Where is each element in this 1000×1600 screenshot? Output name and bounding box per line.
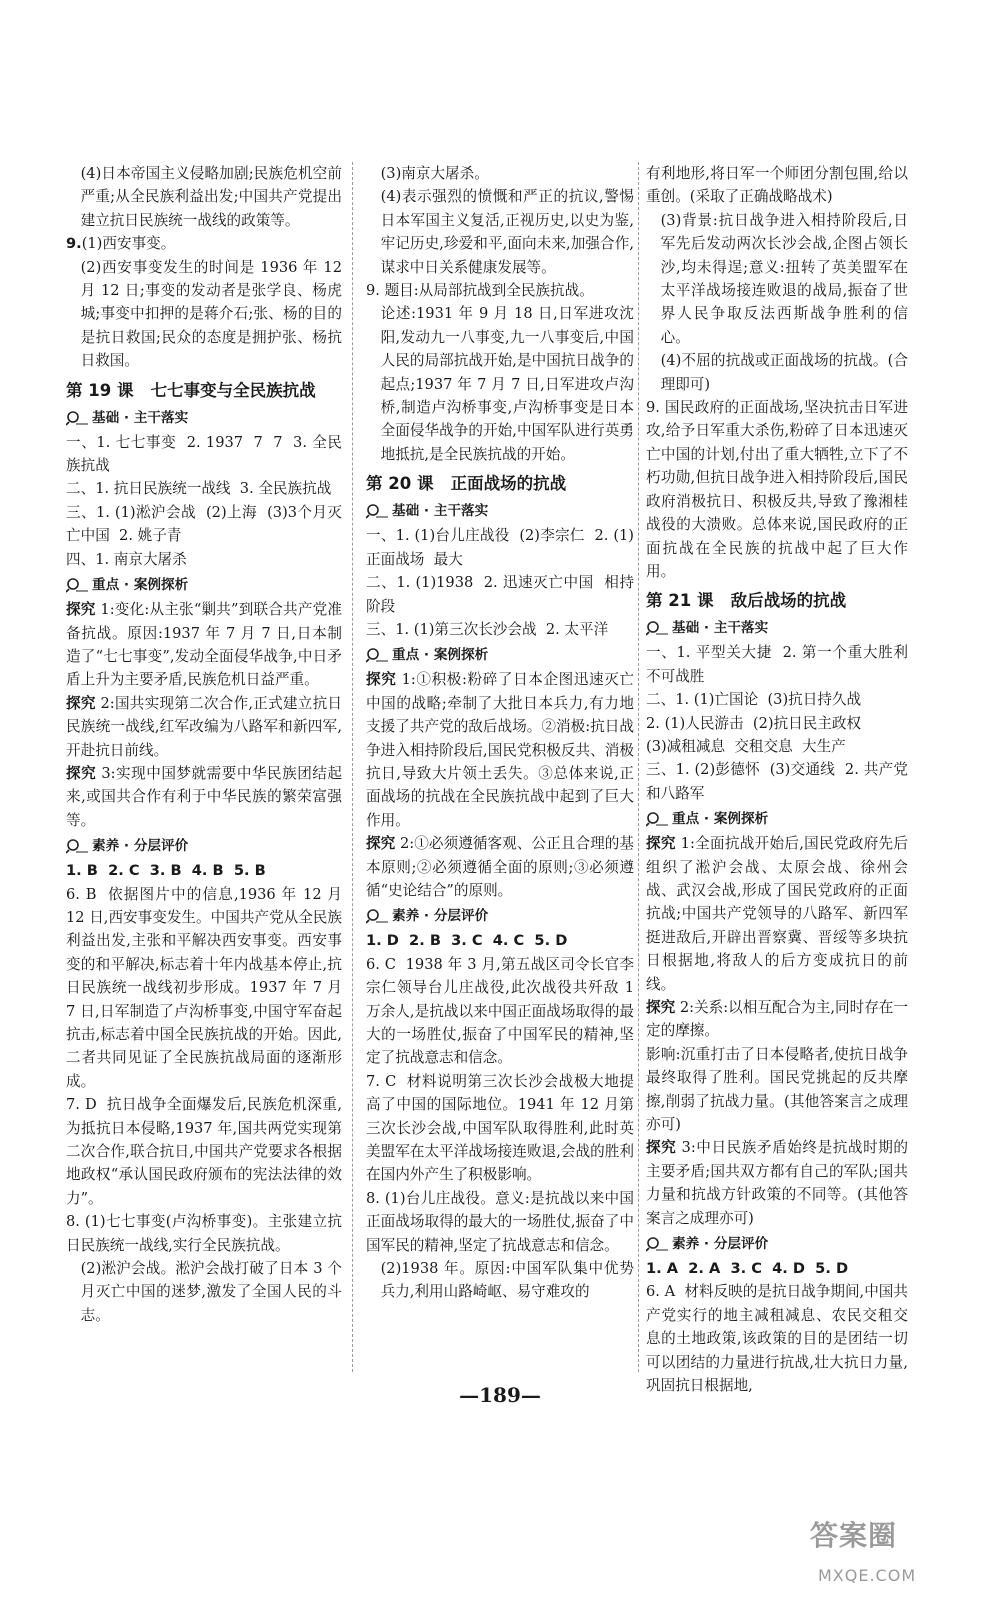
answer-paragraph: 影响:沉重打击了日本侵略者,使抗日战争最终取得了胜利。国民党挑起的反共摩擦,削弱了抗战力量。(其他答案言之成理亦可) (646, 1045, 908, 1134)
answer-line: 一、1. 七七事变 2. 1937 7 7 3. 全民族抗战 (66, 433, 342, 475)
magnifier-icon (646, 1236, 668, 1252)
answer-line: 二、1. (1)1938 2. 迅速灭亡中国 相持阶段 (366, 574, 634, 615)
section-title: 重点 · 案例探析 (392, 647, 489, 664)
magnifier-icon (66, 838, 88, 854)
answer-column-1 (66, 162, 347, 1327)
section-header (66, 407, 342, 429)
watermark-logo-text: 答案圈 (810, 1519, 898, 1552)
watermark-logo-url: MXQE.COM (818, 1566, 917, 1585)
explore-text: 3:实现中国梦就需要中华民族团结起来,或国共合作有利于中华民族的繁荣富强等。 (66, 764, 342, 829)
column-divider (352, 162, 353, 1372)
section-header (366, 644, 634, 666)
explore-label: 探究 (646, 1139, 677, 1157)
magnifier-icon (366, 908, 388, 924)
section-header (366, 905, 634, 927)
answer-paragraph: (3)南京大屠杀。 (380, 165, 489, 182)
answer-paragraph: (2)西安事变发生的时间是 1936 年 12 月 12 日;事变的发动者是张学良、杨虎城;事变中扣押的是蒋介石;张、杨的目的是抗日救国;民众的态度是拥护张、杨抗日救国。 (80, 258, 347, 370)
answer-line: 四、1. 南京大屠杀 (66, 550, 187, 568)
lesson-title: 第 21 课 敌后战场的抗战 (646, 591, 847, 611)
explore-2 (646, 996, 908, 1043)
explore-2 (66, 692, 342, 762)
answer-line: 二、1. (1)亡国论 (3)抗日持久战 2. (1)人民游击 (2)抗日民主政权 (3)减租减息 交租交息 大生产 (646, 691, 862, 755)
explore-label: 探究 (66, 694, 96, 712)
question-8: 8. (1)台儿庄战役。意义:是抗战以来中国正面战场取得的最大的一场胜仗,振奋了中国军民的精神,坚定了抗战意志和信念。 (366, 1189, 634, 1254)
explore-label: 探究 (66, 764, 97, 782)
answer-paragraph: (4)日本帝国主义侵略加剧;民族危机空前严重;从全民族利益出发;中国共产党提出建立抗日民族统一战线的政策等。 (80, 165, 342, 229)
explore-1 (646, 832, 908, 996)
answer-paragraph: (3)背景:抗日战争进入相持阶段后,日军先后发动两次长沙会战,企图占领长沙,均未得逞;意义:扭转了英美盟军在太平洋战场接连败退的战局,振奋了世界人民争取反法西斯战争胜利的信心。 (660, 211, 908, 346)
answer-paragraph: 论述:1931 年 9 月 18 日,日军进攻沈阳,发动九一八事变,九一八事变后,中国人民的局部抗战开始,是中国抗日战争的起点;1937 年 7 月 7 日,日军进攻卢沟桥,制造卢沟桥事变,卢沟桥事变是日本全面侵华战争的开始,中国军队进行英勇地抵抗,是全民族抗战的开始。 (380, 305, 634, 463)
section-header (366, 500, 634, 522)
choice-answers: 1. B 2. C 3. B 4. B 5. B (66, 862, 266, 880)
question-9: 9. 国民政府的正面战场,坚决抗击日军进攻,给予日军重大杀伤,粉碎了日本迅速灭亡中国的计划,付出了重大牺牲,立下了不朽功勋,但抗日战争进入相持阶段后,国民政府消极抗日、积极反共,导致了豫湘桂战役的大溃败。总体来说,国民政府的正面抗战在全民族的抗战中起了巨大作用。 (646, 399, 908, 580)
answer-line: 三、1. (1)淞沪会战 (2)上海 (3)3个月灭亡中国 2. 姚子青 (66, 503, 342, 545)
answer-line: 三、1. (2)彭德怀 (3)交通线 2. 共产党和八路军 (646, 761, 908, 802)
explore-label: 探究 (366, 835, 396, 853)
answer-paragraph: 有利地形,将日军一个师团分割包围,给以重创。(采取了正确战略战术) (646, 165, 908, 206)
section-title: 重点 · 案例探析 (672, 811, 769, 828)
explore-text: 2:国共实现第二次合作,正式建立抗日民族统一战线,红军改编为八路军和新四军,开赴抗日前线。 (66, 694, 342, 759)
answer-paragraph: (2)淞沪会战。淞沪会战打破了日本 3 个月灭亡中国的迷梦,激发了全国人民的斗志。 (80, 1260, 342, 1324)
lesson-title: 第 20 课 正面战场的抗战 (366, 474, 567, 494)
explore-1 (66, 598, 342, 692)
explore-label: 探究 (366, 671, 397, 689)
magnifier-icon (66, 410, 88, 426)
answer-line: 二、1. 抗日民族统一战线 3. 全民族抗战 (66, 480, 332, 498)
column-divider (638, 162, 639, 1372)
question-7: 7. D 抗日战争全面爆发后,民族危机深重,为抵抗日本侵略,1937 年,国共两党实现第二次合作,联合抗日,中国共产党要求各根据地政权“承认国民政府颁布的宪法法律的效力”。 (66, 1096, 342, 1207)
explore-text: 1:全面抗战开始后,国民党政府先后组织了淞沪会战、太原会战、徐州会战、武汉会战,形成了国民党政府的正面抗战;中国共产党领导的八路军、新四军挺进敌后,开辟出晋察冀、晋绥等多块抗日根据地,将敌人的后方变成抗日的前线。 (646, 835, 908, 993)
choice-answers: 1. D 2. B 3. C 4. C 5. D (366, 932, 568, 950)
magnifier-icon (646, 620, 668, 636)
explore-label: 探究 (66, 601, 96, 619)
explore-text: 1:①积极:粉碎了日本企图迅速灭亡中国的战略;牵制了大批日本兵力,有力地支援了共产党的敌后战场。②消极:抗日战争进入相持阶段后,国民党积极反共、消极抗日,导致大片领土丢失。③总体来说,正面战场的抗战在全民族抗战中起到了巨大作用。 (366, 671, 634, 829)
answer-line: 一、1. 平型关大捷 2. 第一个重大胜利 不可战胜 (646, 644, 918, 685)
answer-column-3 (646, 162, 918, 1398)
explore-3 (646, 1136, 908, 1230)
answer-line: 一、1. (1)台儿庄战役 (2)李宗仁 2. (1)正面战场 最大 (366, 527, 634, 568)
section-title: 基础 · 主干落实 (672, 620, 769, 637)
section-title: 素养 · 分层评价 (672, 1236, 769, 1253)
answer-column-2 (366, 162, 639, 1304)
choice-answers: 1. A 2. A 3. C 4. D 5. D (646, 1260, 849, 1278)
explore-text: 2:关系:以相互配合为主,同时存在一定的摩擦。 (646, 999, 908, 1040)
explore-text: 3:中日民族矛盾始终是抗战时期的主要矛盾;国共双方都有自己的军队;国共力量和抗战方针政策的不同等。(其他答案言之成理亦可) (646, 1139, 908, 1227)
explore-1 (366, 668, 634, 832)
explore-label: 探究 (646, 999, 676, 1016)
page-number: —189— (459, 1383, 541, 1407)
section-title: 重点 · 案例探析 (92, 577, 189, 594)
question-8: 8. (1)七七事变(卢沟桥事变)。主张建立抗日民族统一战线,实行全民族抗战。 (66, 1213, 342, 1254)
lesson-title: 第 19 课 七七事变与全民族抗战 (66, 380, 316, 400)
question-6: 6. A 材料反映的是抗日战争期间,中国共产党实行的地主减租减息、农民交租交息的土地政策,该政策的目的是团结一切可以团结的力量进行抗战,壮大抗日力量,巩固抗日根据地, (646, 1283, 908, 1395)
question-9: 9. 题目:从局部抗战到全民族抗战。 (366, 282, 594, 300)
section-header (646, 808, 908, 830)
section-header (66, 574, 342, 596)
question-9 (66, 232, 342, 255)
section-title: 素养 · 分层评价 (92, 838, 189, 855)
magnifier-icon (366, 647, 388, 663)
explore-text: 1:变化:从主张“剿共”到联合共产党准备抗战。原因:1937 年 7 月 7 日,日本制造了“七七事变”,发动全面侵华战争,中日矛盾上升为主要矛盾,民族危机日益严重。 (66, 601, 342, 689)
question-7: 7. C 材料说明第三次长沙会战极大地提高了中国的国际地位。1941 年 12 月第三次长沙会战,中国军队取得胜利,此时英美盟军在太平洋战场接连败退,会战的胜利在国内外产生了积极影响。 (366, 1072, 634, 1184)
explore-label: 探究 (646, 835, 676, 853)
explore-2 (366, 832, 634, 902)
answer-paragraph: (4)表示强烈的愤慨和严正的抗议,警惕日本军国主义复活,正视历史,以史为鉴,牢记历史,珍爱和平,面向未来,加强合作,谋求中日关系健康发展等。 (380, 188, 634, 276)
answer-paragraph: (2)1938 年。原因:中国军队集中优势兵力,利用山路崎岖、易守难攻的 (380, 1260, 634, 1301)
magnifier-icon (646, 811, 668, 827)
answer-text: (1)西安事变。 (81, 235, 176, 253)
question-6: 6. C 1938 年 3 月,第五战区司令长官李宗仁领导台儿庄战役,此次战役共歼敌 1 万余人,是抗战以来中国正面战场取得的最大的一场胜仗,振奋了中国军民的精神,坚定了抗战意志和信念。 (366, 955, 639, 1067)
question-6: 6. B 依据图片中的信息,1936 年 12 月 12 日,西安事变发生。中国共产党从全民族利益出发,主张和平解决西安事变。西安事变的和平解决,标志着十年内战基本停止,抗日民族统一战线初步形成。1937 年 7 月 7 日,日军制造了卢沟桥事变,中国守军奋起抗击,标志着中国全民族抗战的开始。因此,二者共同见证了全民族抗战局面的逐渐形成。 (66, 885, 347, 1090)
explore-3 (66, 762, 342, 832)
section-header (66, 835, 342, 857)
explore-text: 2:①必须遵循客观、公正且合理的基本原则;②必须遵循全面的原则;③必须遵循“史论结合”的原则。 (366, 835, 634, 899)
section-header (646, 1233, 908, 1255)
watermark-logo (800, 1520, 970, 1590)
magnifier-icon (66, 577, 88, 593)
answer-line: 三、1. (1)第三次长沙会战 2. 太平洋 (366, 620, 609, 638)
section-header (646, 617, 908, 639)
section-title: 基础 · 主干落实 (92, 409, 189, 426)
question-number: 9. (66, 235, 82, 253)
section-title: 素养 · 分层评价 (392, 908, 489, 925)
section-title: 基础 · 主干落实 (392, 503, 489, 520)
answer-paragraph: (4)不屈的抗战或正面战场的抗战。(合理即可) (660, 352, 908, 393)
magnifier-icon (366, 503, 388, 519)
